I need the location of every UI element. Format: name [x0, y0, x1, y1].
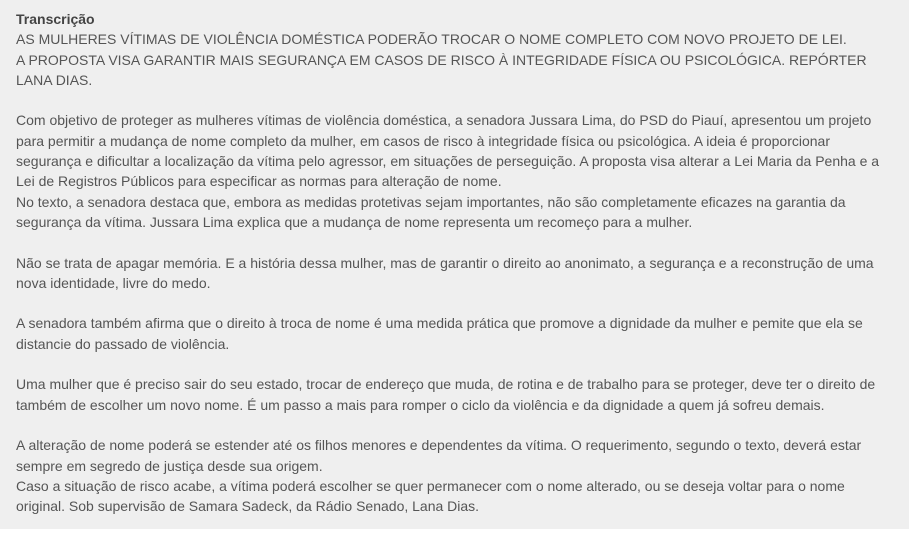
headline-line: LANA DIAS. [16, 71, 93, 88]
headline-line: AS MULHERES VÍTIMAS DE VIOLÊNCIA DOMÉSTICA PODERÃO TROCAR O NOME COMPLETO COM NOVO PROJETO DE LEI. [16, 31, 847, 48]
transcript-headline [16, 29, 899, 90]
paragraph-line: Uma mulher que é preciso sair do seu estado, trocar de endereço que muda, de rotina e de trabalho para se proteger, deve ter o direito de [16, 376, 876, 393]
paragraph-line: original. Sob supervisão de Samara Sadeck, da Rádio Senado, Lana Dias. [16, 498, 480, 515]
transcript-paragraph-3 [16, 313, 899, 354]
paragraph-line: distancie do passado de violência. [16, 335, 230, 352]
paragraph-line: sempre em segredo de justiça desde sua origem. [16, 457, 323, 474]
paragraph-line: segurança e dificultar a localização da vítima pelo agressor, em situações de perseguição. A proposta visa alterar a Lei Maria da Penha e a [16, 153, 880, 170]
paragraph-line: Não se trata de apagar memória. E a história dessa mulher, mas de garantir o direito ao anonimato, a segurança e a reconstrução de uma [16, 254, 874, 271]
paragraph-line: também de escolher um novo nome. É um passo a mais para romper o ciclo da violência e da dignidade a quem já sofreu demais. [16, 396, 825, 413]
transcript-paragraph-5 [16, 435, 899, 516]
paragraph-line: Com objetivo de proteger as mulheres vítimas de violência doméstica, a senadora Jussara Lima, do PSD do Piauí, apresentou um projeto [16, 112, 872, 129]
transcript-title: Transcrição [16, 11, 95, 27]
paragraph-line: Caso a situação de risco acabe, a vítima poderá escolher se quer permanecer com o nome alterado, ou se deseja voltar para o nome [16, 477, 845, 494]
paragraph-line: No texto, a senadora destaca que, embora as medidas protetivas sejam importantes, não são completamente eficazes na garantia da [16, 193, 846, 210]
transcript-paragraph-2 [16, 253, 899, 294]
paragraph-line: segurança da vítima. Jussara Lima explica que a mudança de nome representa um recomeço para a mulher. [16, 213, 693, 230]
paragraph-line: A alteração de nome poderá se estender até os filhos menores e dependentes da vítima. O requerimento, segundo o texto, deverá estar [16, 437, 862, 454]
paragraph-line: Lei de Registros Públicos para especificar as normas para alteração de nome. [16, 173, 502, 190]
transcript-paragraph-1 [16, 110, 899, 232]
paragraph-line: A senadora também afirma que o direito à troca de nome é uma medida prática que promove a dignidade da mulher e pemite que ela se [16, 315, 863, 332]
paragraph-line: nova identidade, livre do medo. [16, 274, 211, 291]
paragraph-line: para permitir a mudança de nome completo da mulher, em casos de risco à integridade física ou psicológica. A ideia é proporcionar [16, 132, 831, 149]
headline-line: A PROPOSTA VISA GARANTIR MAIS SEGURANÇA EM CASOS DE RISCO À INTEGRIDADE FÍSICA OU PSICOLÓGICA. REPÓRTER [16, 51, 867, 68]
transcript-paragraph-4 [16, 374, 899, 415]
